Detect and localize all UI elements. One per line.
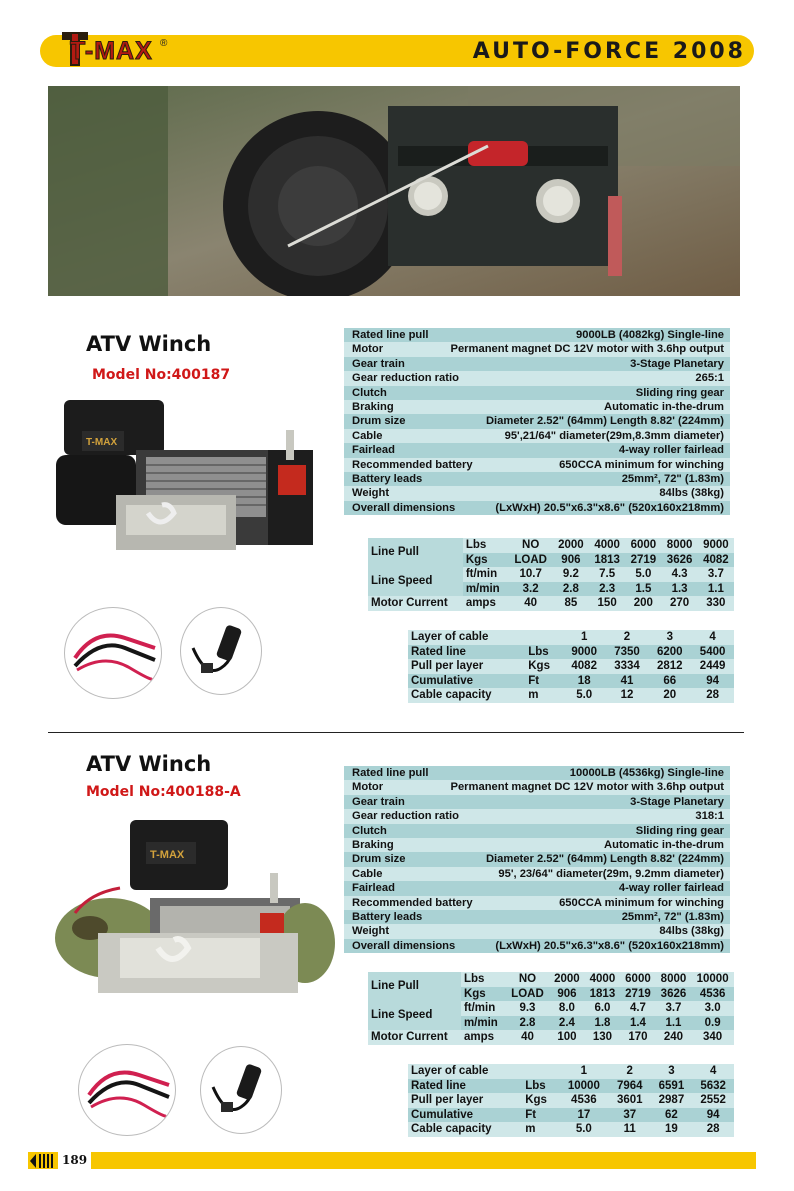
table-cell: LOAD [509,553,553,568]
spec-row [344,881,730,895]
unit-cell: m [522,1122,559,1137]
table-cell: 10.7 [509,567,553,582]
performance-table-400188-A [368,972,734,1045]
unit-cell: Kgs [525,659,563,674]
spec-row [344,486,730,500]
table-row [408,1122,734,1137]
spec-value: 650CCA minimum for winching [559,896,724,909]
spec-row [344,910,730,924]
table-cell: 28 [692,1122,734,1137]
spec-value: Diameter 2.52" (64mm) Length 8.82' (224mm) [485,853,724,866]
table-cell: 3.0 [691,1001,734,1016]
spec-label: Recommended battery [352,896,473,909]
motor-current-label: Motor Current [368,1030,461,1045]
spec-label: Clutch [352,824,387,837]
layer-number: 4 [692,1064,734,1079]
table-row [408,688,734,703]
spec-label: Overall dimensions [352,501,456,514]
table-cell: 3.7 [656,1001,692,1016]
table-cell: 6.0 [585,1001,621,1016]
unit-cell: Ft [522,1108,559,1123]
section-2-model-number: Model No:400188-A [86,784,241,800]
table-cell: 18 [563,674,606,689]
registered-mark: ® [160,38,168,49]
table-cell: 2.8 [506,1016,549,1031]
section-2-title: ATV Winch [86,752,212,776]
spec-row [344,342,730,356]
table-cell: 11 [609,1122,651,1137]
unit-cell: Kgs [461,987,506,1002]
table-cell: 330 [698,596,734,611]
spec-label: Clutch [352,386,387,399]
table-cell: 3.7 [698,567,734,582]
spec-value: 84lbs (38kg) [659,925,724,938]
table-row [408,1108,734,1123]
table-cell: 9000 [563,645,606,660]
spec-label: Gear train [352,795,405,808]
motor-current-label: Motor Current [368,596,463,611]
table-cell: 20 [648,688,691,703]
spec-label: Battery leads [352,911,423,924]
spec-value: 3-Stage Planetary [630,357,724,370]
spec-row [344,824,730,838]
table-cell: 340 [691,1030,734,1045]
table-cell: 9.3 [506,1001,549,1016]
spec-value: 4-way roller fairlead [618,444,724,457]
winch-product-image-400188-A [50,818,340,998]
spec-row [344,795,730,809]
table-cell: 4000 [589,538,625,553]
table-cell: 0.9 [691,1016,734,1031]
cable-layers-table-400187 [408,630,734,703]
power-cables-image-2 [78,1044,176,1136]
spec-row [344,838,730,852]
unit-cell: amps [463,596,509,611]
layer-number: 3 [648,630,691,645]
table-cell: 4536 [691,987,734,1002]
spec-value: 4-way roller fairlead [618,882,724,895]
spec-row [344,896,730,910]
table-cell: 1.5 [625,582,661,597]
unit-cell: m/min [463,582,509,597]
table-cell: 40 [506,1030,549,1045]
unit-cell: Lbs [463,538,509,553]
svg-text:T-MAX: T-MAX [86,437,118,448]
line-speed-label: Line Speed [368,1001,461,1030]
footer-stripes-icon [30,1154,56,1168]
table-cell: 66 [648,674,691,689]
table-cell: 85 [553,596,589,611]
spec-label: Cable [352,429,383,442]
remote-control-image-2 [200,1046,282,1134]
table-cell: 4.3 [661,567,697,582]
table-row [408,630,734,645]
spec-row [344,472,730,486]
spec-label: Overall dimensions [352,939,456,952]
spec-row [344,357,730,371]
table-row [408,1079,734,1094]
table-cell: 2449 [691,659,734,674]
spec-value: Diameter 2.52" (64mm) Length 8.82' (224mm) [485,415,724,428]
spec-value: (LxWxH) 20.5"x6.3"x8.6" (520x160x218mm) [495,939,724,952]
layer-number: 1 [563,630,606,645]
table-cell: 1.3 [661,582,697,597]
table-cell: 12 [606,688,649,703]
layer-number: 1 [559,1064,609,1079]
spec-label: Motor [352,343,384,356]
spec-label: Battery leads [352,473,423,486]
unit-cell: amps [461,1030,506,1045]
table-row [408,659,734,674]
row-label: Cable capacity [408,688,525,703]
remote-control-image-1 [180,607,262,695]
table-cell: 9000 [698,538,734,553]
table-cell: 37 [609,1108,651,1123]
spec-row [344,414,730,428]
spec-value: 25mm², 72" (1.83m) [621,911,724,924]
table-cell: 7964 [609,1079,651,1094]
spec-label: Drum size [352,853,406,866]
spec-row [344,780,730,794]
unit-cell: Kgs [522,1093,559,1108]
spec-row [344,371,730,385]
table-cell: 17 [559,1108,609,1123]
line-speed-label: Line Speed [368,567,463,596]
table-row [368,1030,734,1045]
table-cell: 10000 [559,1079,609,1094]
performance-table-400187 [368,538,734,611]
unit-cell: Kgs [463,553,509,568]
table-cell: NO [506,972,549,987]
page-header-title: AUTO-FORCE 2008 [472,39,746,64]
table-row [368,972,734,987]
table-cell: 2.4 [549,1016,585,1031]
table-cell: 2552 [692,1093,734,1108]
table-cell: 5632 [692,1079,734,1094]
line-pull-label: Line Pull [368,972,461,1001]
table-cell: 5400 [691,645,734,660]
footer-bar [28,1152,756,1169]
spec-value: 650CCA minimum for winching [559,458,724,471]
table-cell: 270 [661,596,697,611]
spec-table-400188-A [344,766,730,953]
spec-value: 318:1 [695,810,724,823]
table-cell: 4536 [559,1093,609,1108]
spec-value: Automatic in-the-drum [604,839,724,852]
table-cell: 100 [549,1030,585,1045]
table-row [408,1064,734,1079]
table-cell: 3334 [606,659,649,674]
spec-label: Cable [352,867,383,880]
unit-cell: Lbs [525,645,563,660]
section-1-model-number: Model No:400187 [92,367,231,383]
spec-value: Permanent magnet DC 12V motor with 3.6hp output [450,343,724,356]
spec-row [344,328,730,342]
spec-label: Fairlead [352,882,395,895]
table-cell: 10000 [691,972,734,987]
spec-label: Gear reduction ratio [352,372,459,385]
spec-row [344,766,730,780]
table-row [408,1093,734,1108]
table-cell: 1.1 [656,1016,692,1031]
table-cell: 2987 [651,1093,693,1108]
table-cell: 240 [656,1030,692,1045]
table-cell: 4082 [698,553,734,568]
spec-table-400187 [344,328,730,515]
row-label: Cable capacity [408,1122,522,1137]
table-cell: 94 [692,1108,734,1123]
table-cell: 8000 [656,972,692,987]
spec-label: Recommended battery [352,458,473,471]
spec-value: Permanent magnet DC 12V motor with 3.6hp output [450,781,724,794]
table-cell: LOAD [506,987,549,1002]
table-cell: 5.0 [559,1122,609,1137]
spec-row [344,501,730,515]
table-cell: 150 [589,596,625,611]
spec-row [344,924,730,938]
layer-number: 2 [609,1064,651,1079]
table-cell: 1.8 [585,1016,621,1031]
table-cell: 6000 [620,972,656,987]
table-cell: 4.7 [620,1001,656,1016]
table-cell: 5.0 [625,567,661,582]
spec-label: Weight [352,925,390,938]
table-cell: 6591 [651,1079,693,1094]
spec-label: Braking [352,839,394,852]
table-cell: 3.2 [509,582,553,597]
spec-label: Rated line pull [352,329,429,341]
row-label: Pull per layer [408,1093,522,1108]
line-pull-label: Line Pull [368,538,463,567]
table-cell: 2.3 [589,582,625,597]
table-row [368,1001,734,1016]
spec-value: 95',21/64" diameter(29m,8.3mm diameter) [504,429,724,442]
winch-product-image-400187 [56,395,332,575]
layer-number: 2 [606,630,649,645]
table-cell: 1813 [585,987,621,1002]
table-cell: 2719 [625,553,661,568]
spec-value: 9000LB (4082kg) Single-line [576,329,724,341]
row-label: Rated line [408,1079,522,1094]
table-cell: NO [509,538,553,553]
unit-cell: ft/min [461,1001,506,1016]
table-cell: 28 [691,688,734,703]
unit-cell: Ft [525,674,563,689]
layer-number: 3 [651,1064,693,1079]
spec-label: Braking [352,401,394,414]
spec-label: Weight [352,487,390,500]
table-cell: 2812 [648,659,691,674]
unit-cell: Lbs [522,1079,559,1094]
table-cell: 1.4 [620,1016,656,1031]
brand-logo-text: T-MAX [70,37,153,65]
table-cell: 94 [691,674,734,689]
table-cell: 2000 [553,538,589,553]
spec-row [344,458,730,472]
table-cell: 7350 [606,645,649,660]
spec-row [344,443,730,457]
spec-value: (LxWxH) 20.5"x6.3"x8.6" (520x160x218mm) [495,501,724,514]
table-row [368,596,734,611]
spec-row [344,939,730,953]
layers-header-label: Layer of cable [408,1064,522,1079]
table-row [368,567,734,582]
layer-number: 4 [691,630,734,645]
row-label: Pull per layer [408,659,525,674]
table-row [368,538,734,553]
spec-value: 25mm², 72" (1.83m) [621,473,724,486]
table-cell: 6000 [625,538,661,553]
table-cell: 3626 [656,987,692,1002]
spec-value: 265:1 [695,372,724,385]
spec-row [344,386,730,400]
spec-value: 3-Stage Planetary [630,795,724,808]
table-cell: 170 [620,1030,656,1045]
spec-label: Drum size [352,415,406,428]
spec-value: Sliding ring gear [635,386,724,399]
unit-cell: ft/min [463,567,509,582]
table-cell: 19 [651,1122,693,1137]
table-cell: 906 [549,987,585,1002]
table-row [408,645,734,660]
spec-row [344,809,730,823]
section-1-title: ATV Winch [86,332,212,356]
table-cell: 1813 [589,553,625,568]
hero-photo-offroad-vehicle [48,86,740,296]
spec-value: 95', 23/64" diameter(29m, 9.2mm diameter) [498,867,724,880]
table-cell: 5.0 [563,688,606,703]
unit-cell: Lbs [461,972,506,987]
spec-row [344,852,730,866]
spec-label: Rated line pull [352,767,429,779]
spec-value: 10000LB (4536kg) Single-line [569,767,724,779]
spec-value: 84lbs (38kg) [659,487,724,500]
table-cell: 4082 [563,659,606,674]
table-cell: 8000 [661,538,697,553]
table-cell: 2.8 [553,582,589,597]
table-cell: 7.5 [589,567,625,582]
table-cell: 40 [509,596,553,611]
spec-value: Automatic in-the-drum [604,401,724,414]
table-cell: 200 [625,596,661,611]
table-cell: 62 [651,1108,693,1123]
unit-cell: m [525,688,563,703]
table-cell: 4000 [585,972,621,987]
table-row [408,674,734,689]
cable-layers-table-400188-A [408,1064,734,1137]
spec-label: Fairlead [352,444,395,457]
table-cell: 130 [585,1030,621,1045]
spec-row [344,429,730,443]
table-cell: 2719 [620,987,656,1002]
row-label: Cumulative [408,674,525,689]
table-cell: 9.2 [553,567,589,582]
power-cables-image-1 [64,607,162,699]
table-cell: 906 [553,553,589,568]
table-cell: 3626 [661,553,697,568]
section-divider [48,732,744,733]
page-number: 189 [58,1152,91,1169]
table-cell: 2000 [549,972,585,987]
svg-text:T-MAX: T-MAX [150,849,185,861]
table-cell: 41 [606,674,649,689]
spec-label: Gear train [352,357,405,370]
layers-header-label: Layer of cable [408,630,525,645]
table-cell: 1.1 [698,582,734,597]
table-cell: 3601 [609,1093,651,1108]
spec-row [344,400,730,414]
table-cell: 8.0 [549,1001,585,1016]
spec-value: Sliding ring gear [635,824,724,837]
unit-cell: m/min [461,1016,506,1031]
row-label: Rated line [408,645,525,660]
spec-label: Gear reduction ratio [352,810,459,823]
table-cell: 6200 [648,645,691,660]
spec-row [344,867,730,881]
row-label: Cumulative [408,1108,522,1123]
spec-label: Motor [352,781,384,794]
